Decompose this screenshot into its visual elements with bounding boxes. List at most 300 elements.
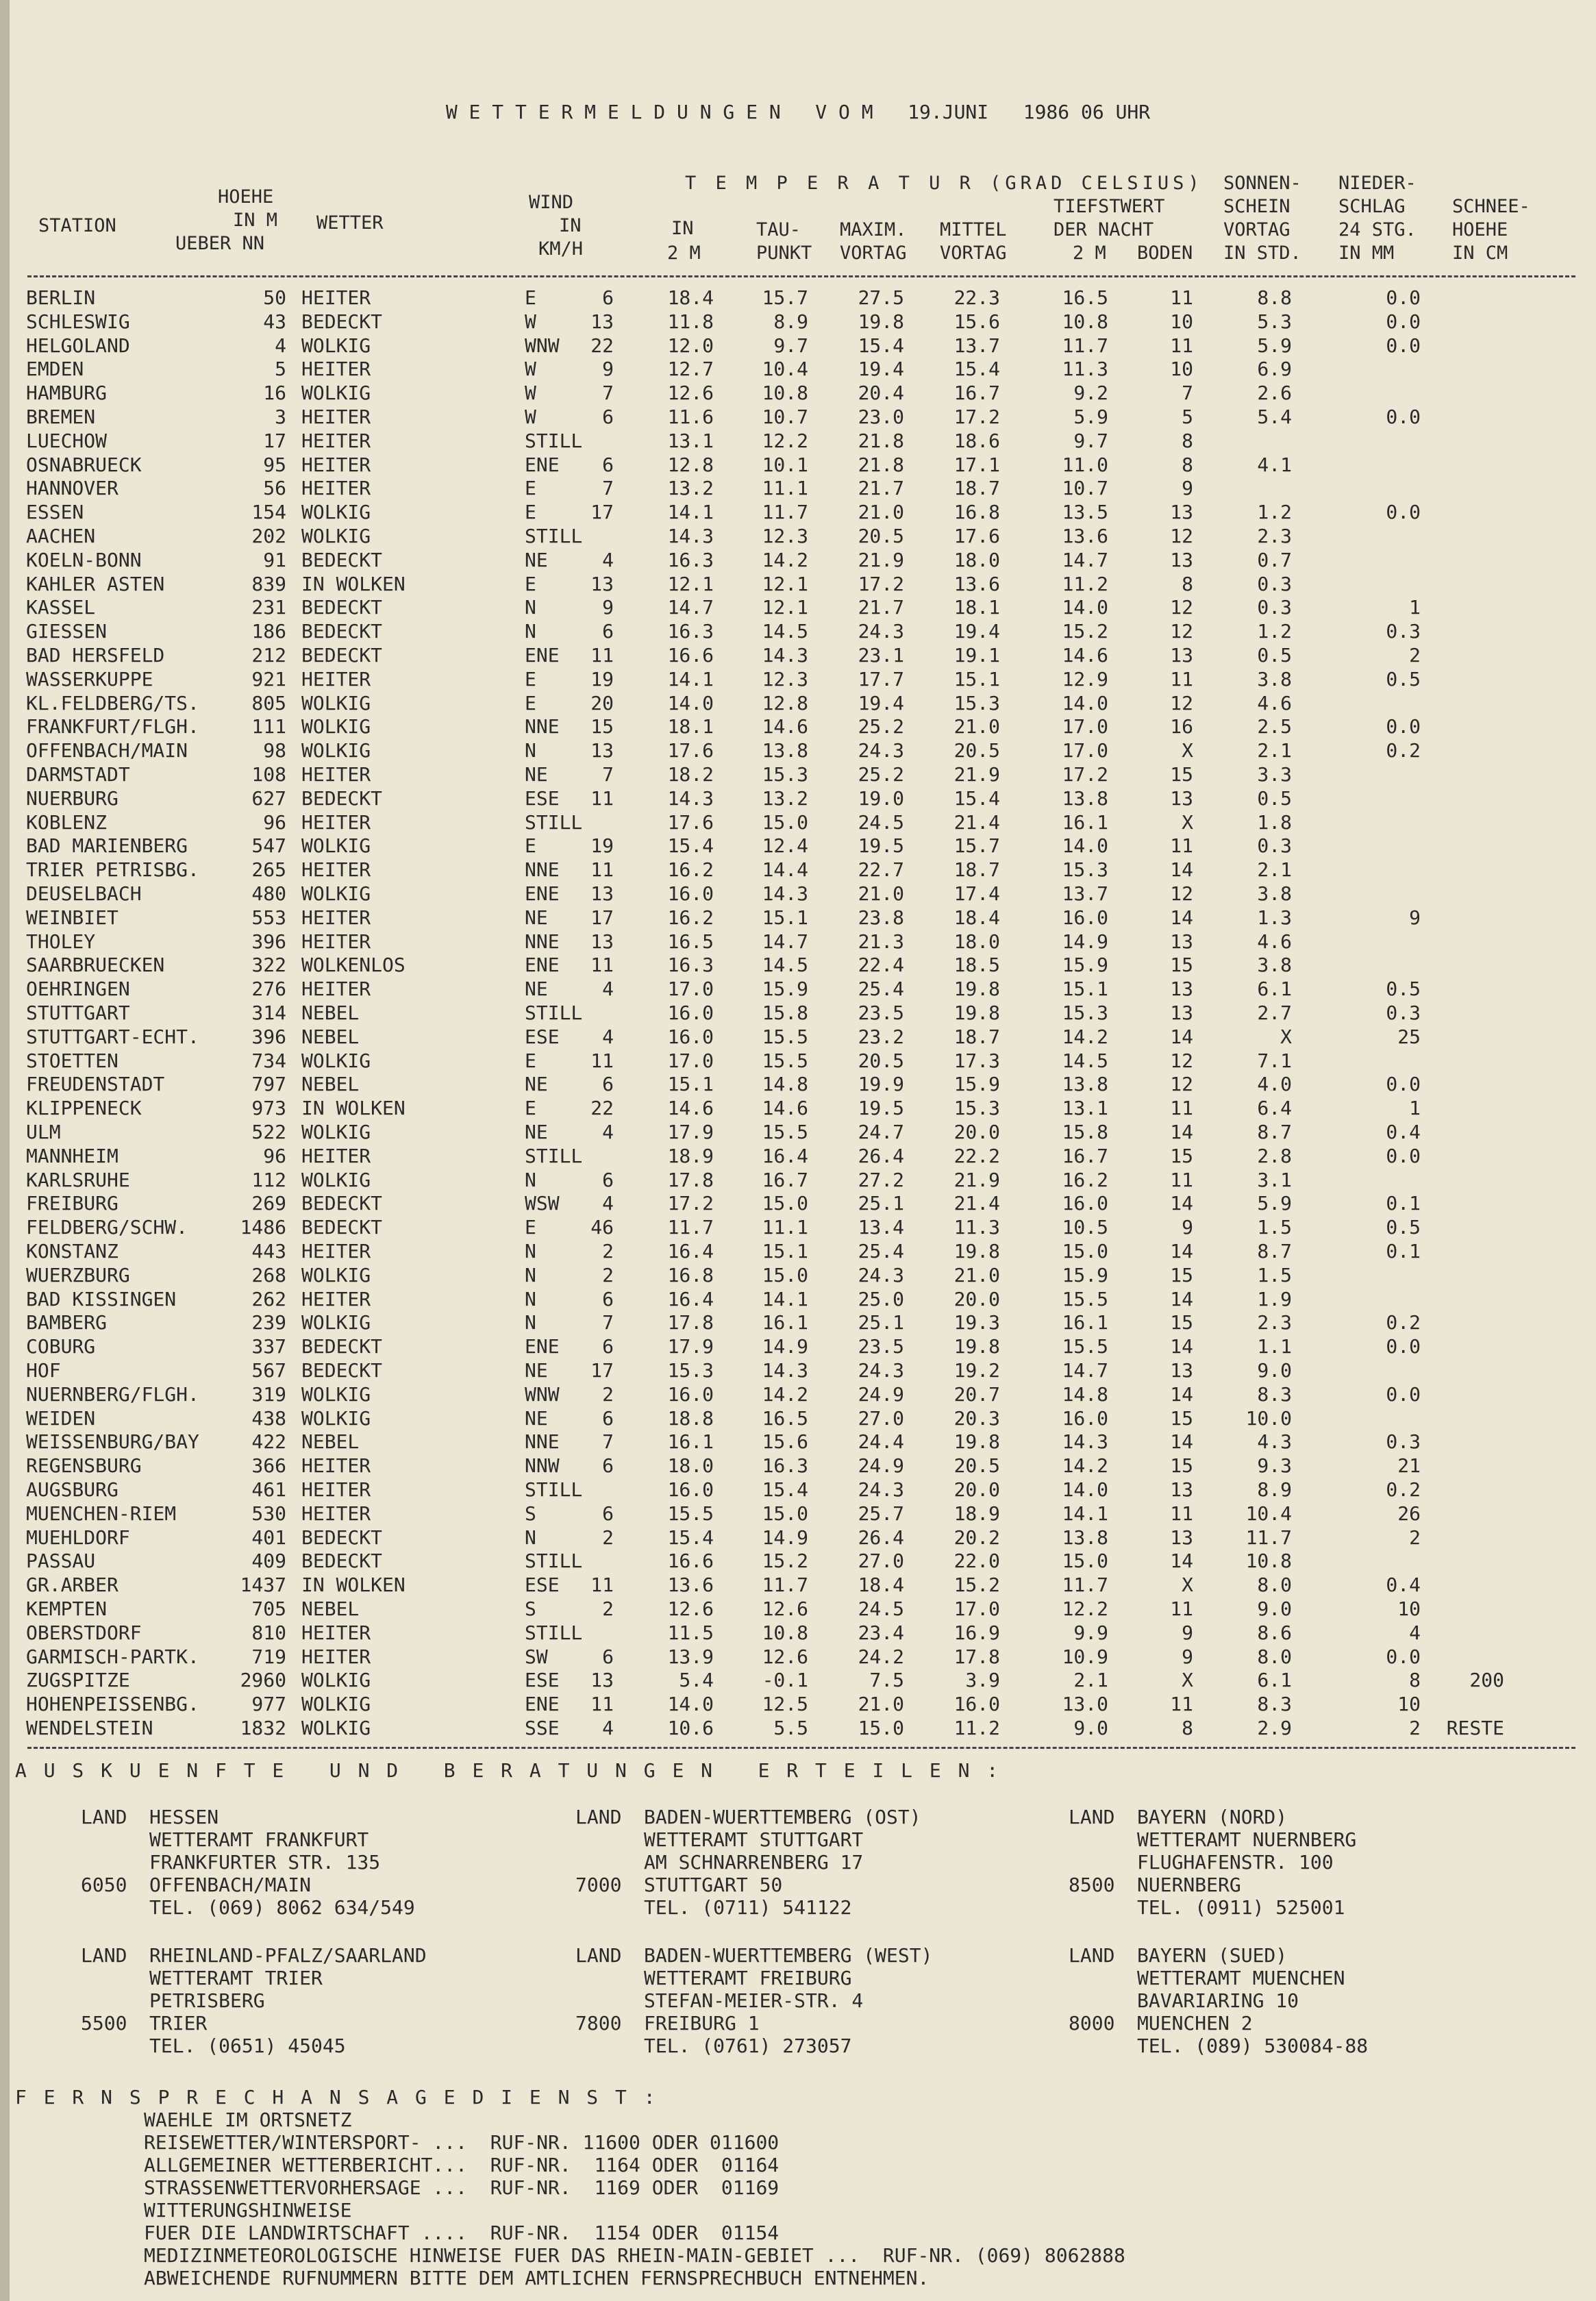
min-temp-2m: 15.9 — [1062, 1263, 1108, 1286]
wind-direction: NE — [525, 1359, 548, 1382]
mean-temp: 18.1 — [953, 596, 1000, 619]
sunshine-hours: 0.5 — [1257, 644, 1292, 667]
max-temp: 19.4 — [858, 691, 904, 714]
wind-direction: E — [525, 501, 536, 524]
dew-point: 15.9 — [762, 978, 808, 1001]
precipitation: 1 — [1409, 596, 1421, 619]
min-temp-2m: 13.8 — [1062, 786, 1108, 810]
sunshine-hours: 8.3 — [1257, 1382, 1292, 1406]
wind-direction: NNE — [525, 858, 560, 882]
station-height: 443 — [251, 1240, 286, 1263]
weather: HEITER — [301, 358, 371, 381]
sunshine-hours: 2.8 — [1257, 1144, 1292, 1167]
weather: HEITER — [301, 286, 371, 309]
station-name: WEINBIET — [26, 906, 119, 929]
header-in2m-1: IN — [671, 218, 694, 239]
temp-2m: 17.2 — [667, 1192, 714, 1215]
station-name: FREIBURG — [26, 1192, 119, 1215]
min-temp-ground: 14 — [1170, 1287, 1193, 1310]
wind-speed: 11 — [590, 1574, 614, 1597]
station-name: HELGOLAND — [26, 334, 130, 357]
min-temp-ground: 7 — [1182, 382, 1193, 405]
header-mittel-2: VORTAG — [940, 242, 1007, 264]
max-temp: 25.7 — [858, 1502, 904, 1525]
wind-speed: 6 — [602, 1073, 614, 1096]
mean-temp: 17.1 — [953, 453, 1000, 476]
sunshine-hours: 6.1 — [1257, 978, 1292, 1001]
sunshine-hours: 6.9 — [1257, 358, 1292, 381]
min-temp-ground: 13 — [1170, 1478, 1193, 1501]
min-temp-ground: 15 — [1170, 1263, 1193, 1286]
office-plz: 8000 — [1069, 2012, 1115, 2035]
weather: WOLKIG — [301, 739, 371, 762]
wind-direction: NNE — [525, 715, 560, 738]
table-row — [0, 1049, 1596, 1075]
min-temp-2m: 14.2 — [1062, 1454, 1108, 1478]
table-row — [0, 384, 1596, 407]
wind-speed: 6 — [602, 286, 614, 309]
temp-2m: 17.8 — [667, 1168, 714, 1191]
temp-2m: 17.6 — [667, 810, 714, 834]
min-temp-2m: 17.0 — [1062, 715, 1108, 738]
office-amt: WETTERAMT NUERNBERG — [1137, 1828, 1357, 1851]
station-height: 553 — [251, 906, 286, 929]
station-height: 108 — [251, 763, 286, 786]
min-temp-ground: 12 — [1170, 1049, 1193, 1072]
station-name: FELDBERG/SCHW. — [26, 1216, 188, 1239]
station-height: 366 — [251, 1454, 286, 1478]
max-temp: 21.0 — [858, 1693, 904, 1716]
weather: WOLKIG — [301, 691, 371, 714]
wind-direction: ESE — [525, 1025, 560, 1048]
min-temp-ground: 11 — [1170, 286, 1193, 309]
office-amt: WETTERAMT MUENCHEN — [1137, 1967, 1345, 1989]
wind-direction: E — [525, 691, 536, 714]
max-temp: 22.4 — [858, 954, 904, 977]
min-temp-ground: 16 — [1170, 715, 1193, 738]
min-temp-ground: 15 — [1170, 1311, 1193, 1334]
temp-2m: 15.5 — [667, 1502, 714, 1525]
min-temp-2m: 16.2 — [1062, 1168, 1108, 1191]
min-temp-ground: 13 — [1170, 1526, 1193, 1549]
min-temp-ground: 14 — [1170, 1192, 1193, 1215]
mean-temp: 18.0 — [953, 930, 1000, 953]
wind-direction: NE — [525, 1406, 548, 1430]
wind-direction: STILL — [525, 1478, 583, 1501]
max-temp: 25.1 — [858, 1311, 904, 1334]
table-row — [0, 786, 1596, 812]
min-temp-ground: X — [1182, 1669, 1193, 1692]
header-wind-1: WIND — [529, 192, 574, 213]
weather: WOLKIG — [301, 1693, 371, 1716]
mean-temp: 18.4 — [953, 906, 1000, 929]
snow-depth: RESTE — [1446, 1717, 1504, 1739]
sunshine-hours: 2.1 — [1257, 858, 1292, 882]
wind-direction: NE — [525, 763, 548, 786]
sunshine-hours: 0.3 — [1257, 834, 1292, 858]
wind-speed: 6 — [602, 1502, 614, 1525]
dew-point: 12.6 — [762, 1597, 808, 1620]
station-height: 522 — [251, 1121, 286, 1143]
office-plz: 7800 — [575, 2012, 622, 2035]
wind-speed: 13 — [590, 739, 614, 762]
max-temp: 21.0 — [858, 501, 904, 524]
max-temp: 7.5 — [869, 1669, 904, 1692]
sunshine-hours: 2.3 — [1257, 525, 1292, 547]
mean-temp: 16.9 — [953, 1621, 1000, 1644]
mean-temp: 21.4 — [953, 1192, 1000, 1215]
table-row — [0, 429, 1596, 455]
dew-point: 12.3 — [762, 525, 808, 547]
station-name: BAD MARIENBERG — [26, 834, 188, 858]
wind-speed: 6 — [602, 406, 614, 428]
weather: BEDECKT — [301, 310, 383, 333]
min-temp-2m: 15.0 — [1062, 1240, 1108, 1263]
wind-speed: 7 — [602, 1430, 614, 1454]
sunshine-hours: 2.5 — [1257, 715, 1292, 738]
min-temp-ground: 11 — [1170, 1693, 1193, 1716]
min-temp-2m: 16.1 — [1062, 810, 1108, 834]
mean-temp: 19.1 — [953, 644, 1000, 667]
mean-temp: 17.3 — [953, 1049, 1000, 1072]
min-temp-ground: 13 — [1170, 1002, 1193, 1024]
header-taupunkt-2: PUNKT — [756, 242, 812, 264]
table-row — [0, 1144, 1596, 1170]
sunshine-hours: 6.4 — [1257, 1097, 1292, 1120]
precipitation: 0.3 — [1386, 1430, 1421, 1454]
office-city: STUTTGART 50 — [644, 1874, 783, 1896]
min-temp-2m: 15.3 — [1062, 858, 1108, 882]
sunshine-hours: 5.4 — [1257, 406, 1292, 428]
station-name: DEUSELBACH — [26, 882, 142, 905]
sunshine-hours: 9.0 — [1257, 1359, 1292, 1382]
station-height: 705 — [251, 1597, 286, 1620]
station-name: DARMSTADT — [26, 763, 130, 786]
sunshine-hours: 2.6 — [1257, 382, 1292, 405]
temp-2m: 18.4 — [667, 286, 714, 309]
wind-speed: 6 — [602, 1406, 614, 1430]
wind-direction: ENE — [525, 453, 560, 476]
temp-2m: 15.4 — [667, 834, 714, 858]
max-temp: 24.3 — [858, 1359, 904, 1382]
dew-point: 15.5 — [762, 1121, 808, 1143]
precipitation: 1 — [1409, 1097, 1421, 1120]
table-row — [0, 836, 1596, 860]
precipitation: 0.1 — [1386, 1240, 1421, 1263]
station-height: 95 — [263, 453, 286, 476]
office-land-label: LAND — [81, 1944, 127, 1967]
max-temp: 21.8 — [858, 453, 904, 476]
table-row — [0, 1168, 1596, 1194]
min-temp-ground: 14 — [1170, 1335, 1193, 1358]
max-temp: 21.7 — [858, 477, 904, 500]
wind-speed: 6 — [602, 1335, 614, 1358]
station-height: 1486 — [240, 1216, 286, 1239]
weather: WOLKIG — [301, 1168, 371, 1191]
fernsprech-line: MEDIZINMETEOROLOGISCHE HINWEISE FUER DAS RHEIN-MAIN-GEBIET ... RUF-NR. (069) 8062888 — [144, 2244, 1125, 2267]
min-temp-2m: 16.7 — [1062, 1144, 1108, 1167]
mean-temp: 15.7 — [953, 834, 1000, 858]
sunshine-hours: 11.7 — [1245, 1526, 1292, 1549]
precipitation: 2 — [1409, 644, 1421, 667]
office-amt: WETTERAMT STUTTGART — [644, 1828, 864, 1851]
station-height: 202 — [251, 525, 286, 547]
station-name: KEMPTEN — [26, 1597, 108, 1620]
mean-temp: 20.7 — [953, 1382, 1000, 1406]
station-height: 461 — [251, 1478, 286, 1501]
min-temp-2m: 12.9 — [1062, 667, 1108, 691]
station-name: KASSEL — [26, 596, 96, 619]
table-row — [0, 691, 1596, 717]
dew-point: 12.3 — [762, 667, 808, 691]
max-temp: 24.3 — [858, 1478, 904, 1501]
wind-direction: NE — [525, 1073, 548, 1096]
temp-2m: 14.0 — [667, 691, 714, 714]
station-height: 314 — [251, 1002, 286, 1024]
wind-speed: 7 — [602, 477, 614, 500]
mean-temp: 15.4 — [953, 786, 1000, 810]
station-height: 977 — [251, 1693, 286, 1716]
max-temp: 24.3 — [858, 739, 904, 762]
wind-direction: WNW — [525, 1382, 560, 1406]
mean-temp: 19.4 — [953, 620, 1000, 643]
wind-direction: N — [525, 1240, 536, 1263]
office-plz: 6050 — [81, 1874, 127, 1896]
sunshine-hours: 8.8 — [1257, 286, 1292, 309]
precipitation: 2 — [1409, 1717, 1421, 1739]
temp-2m: 13.9 — [667, 1645, 714, 1668]
sunshine-hours: 8.7 — [1257, 1121, 1292, 1143]
dew-point: 14.2 — [762, 1382, 808, 1406]
dew-point: 15.5 — [762, 1049, 808, 1072]
station-height: 154 — [251, 501, 286, 524]
min-temp-ground: 11 — [1170, 1597, 1193, 1620]
temp-2m: 17.0 — [667, 1049, 714, 1072]
wind-direction: ENE — [525, 1335, 560, 1358]
max-temp: 23.5 — [858, 1002, 904, 1024]
wind-speed: 9 — [602, 358, 614, 381]
office-tel: TEL. (0911) 525001 — [1137, 1896, 1345, 1919]
wind-speed: 15 — [590, 715, 614, 738]
station-height: 805 — [251, 691, 286, 714]
wind-direction: SW — [525, 1645, 548, 1668]
wind-speed: 2 — [602, 1240, 614, 1263]
dew-point: 15.0 — [762, 1192, 808, 1215]
mean-temp: 21.4 — [953, 810, 1000, 834]
min-temp-2m: 5.9 — [1073, 406, 1108, 428]
station-name: EMDEN — [26, 358, 84, 381]
weather: IN WOLKEN — [301, 1574, 406, 1597]
mean-temp: 21.0 — [953, 1263, 1000, 1286]
max-temp: 24.7 — [858, 1121, 904, 1143]
temp-2m: 18.0 — [667, 1454, 714, 1478]
mean-temp: 18.9 — [953, 1502, 1000, 1525]
max-temp: 27.0 — [858, 1406, 904, 1430]
table-row — [0, 1099, 1596, 1122]
office-region: RHEINLAND-PFALZ/SAARLAND — [149, 1944, 427, 1967]
dew-point: 12.8 — [762, 691, 808, 714]
precipitation: 0.0 — [1386, 1645, 1421, 1668]
table-row — [0, 1263, 1596, 1289]
dew-point: 12.6 — [762, 1645, 808, 1668]
weather: HEITER — [301, 858, 371, 882]
wind-direction: STILL — [525, 1002, 583, 1024]
station-height: 839 — [251, 572, 286, 595]
table-row — [0, 932, 1596, 956]
precipitation: 0.5 — [1386, 978, 1421, 1001]
min-temp-ground: 15 — [1170, 1144, 1193, 1167]
wind-speed: 46 — [590, 1216, 614, 1239]
header-maxim-1: MAXIM. — [840, 219, 907, 240]
wind-direction: N — [525, 1287, 536, 1310]
min-temp-ground: 14 — [1170, 1430, 1193, 1454]
wind-direction: SSE — [525, 1717, 560, 1739]
weather: HEITER — [301, 1502, 371, 1525]
temp-2m: 14.1 — [667, 501, 714, 524]
wind-direction: NNE — [525, 930, 560, 953]
office-city: OFFENBACH/MAIN — [149, 1874, 312, 1896]
office-region: BAYERN (SUED) — [1137, 1944, 1288, 1967]
min-temp-2m: 2.1 — [1073, 1669, 1108, 1692]
min-temp-ground: 14 — [1170, 1550, 1193, 1573]
weather: WOLKIG — [301, 715, 371, 738]
dew-point: -0.1 — [762, 1669, 808, 1692]
weather: WOLKENLOS — [301, 954, 406, 977]
weather: BEDECKT — [301, 644, 383, 667]
max-temp: 20.4 — [858, 382, 904, 405]
station-height: 96 — [263, 810, 286, 834]
min-temp-ground: 11 — [1170, 1097, 1193, 1120]
dew-point: 14.9 — [762, 1335, 808, 1358]
dew-point: 10.4 — [762, 358, 808, 381]
station-name: WUERZBURG — [26, 1263, 130, 1286]
dew-point: 16.1 — [762, 1311, 808, 1334]
dew-point: 14.3 — [762, 644, 808, 667]
weather: WOLKIG — [301, 1406, 371, 1430]
min-temp-2m: 11.7 — [1062, 334, 1108, 357]
office-land-label: LAND — [81, 1806, 127, 1828]
dew-point: 16.3 — [762, 1454, 808, 1478]
min-temp-2m: 14.7 — [1062, 548, 1108, 571]
mean-temp: 3.9 — [965, 1669, 1000, 1692]
mean-temp: 21.0 — [953, 715, 1000, 738]
station-name: STUTTGART — [26, 1002, 130, 1024]
sunshine-hours: 8.6 — [1257, 1621, 1292, 1644]
station-name: BREMEN — [26, 406, 96, 428]
station-name: OBERSTDORF — [26, 1621, 142, 1644]
header-wind-2: IN — [559, 215, 582, 236]
station-height: 265 — [251, 858, 286, 882]
station-name: BAD HERSFELD — [26, 644, 165, 667]
mean-temp: 18.6 — [953, 429, 1000, 452]
sunshine-hours: 4.3 — [1257, 1430, 1292, 1454]
max-temp: 23.2 — [858, 1025, 904, 1048]
office-region: BAYERN (NORD) — [1137, 1806, 1288, 1828]
weather: WOLKIG — [301, 1121, 371, 1143]
wind-direction: E — [525, 834, 536, 858]
dew-point: 10.7 — [762, 406, 808, 428]
wind-speed: 4 — [602, 548, 614, 571]
header-mittel-1: MITTEL — [940, 219, 1007, 240]
dew-point: 15.4 — [762, 1478, 808, 1501]
footer-divider — [27, 1747, 1575, 1749]
weather: BEDECKT — [301, 1550, 383, 1573]
wind-speed: 2 — [602, 1526, 614, 1549]
station-height: 231 — [251, 596, 286, 619]
max-temp: 19.8 — [858, 310, 904, 333]
station-name: BAD KISSINGEN — [26, 1287, 177, 1310]
max-temp: 23.5 — [858, 1335, 904, 1358]
min-temp-ground: 9 — [1182, 1621, 1193, 1644]
wind-direction: ESE — [525, 1574, 560, 1597]
table-row — [0, 980, 1596, 1003]
temp-2m: 17.0 — [667, 978, 714, 1001]
dew-point: 10.8 — [762, 382, 808, 405]
temp-2m: 16.4 — [667, 1287, 714, 1310]
sunshine-hours: 1.9 — [1257, 1287, 1292, 1310]
sunshine-hours: 4.6 — [1257, 691, 1292, 714]
weather: WOLKIG — [301, 382, 371, 405]
mean-temp: 11.2 — [953, 1717, 1000, 1739]
min-temp-ground: 8 — [1182, 429, 1193, 452]
mean-temp: 21.9 — [953, 1168, 1000, 1191]
wind-direction: STILL — [525, 1621, 583, 1644]
dew-point: 12.4 — [762, 834, 808, 858]
wind-direction: W — [525, 382, 536, 405]
dew-point: 12.1 — [762, 572, 808, 595]
max-temp: 23.0 — [858, 406, 904, 428]
min-temp-2m: 9.7 — [1073, 429, 1108, 452]
table-row — [0, 1242, 1596, 1265]
mean-temp: 15.4 — [953, 358, 1000, 381]
station-name: OSNABRUECK — [26, 453, 142, 476]
wind-speed: 13 — [590, 930, 614, 953]
mean-temp: 15.2 — [953, 1574, 1000, 1597]
min-temp-2m: 16.5 — [1062, 286, 1108, 309]
weather: BEDECKT — [301, 1192, 383, 1215]
header-sonnen-4: IN STD. — [1223, 242, 1301, 264]
station-height: 16 — [263, 382, 286, 405]
sunshine-hours: 10.8 — [1245, 1550, 1292, 1573]
fernsprech-line: STRASSENWETTERVORHERSAGE ... RUF-NR. 1169 ODER 01169 — [144, 2176, 780, 2199]
table-row — [0, 1621, 1596, 1647]
weather: HEITER — [301, 906, 371, 929]
station-height: 438 — [251, 1406, 286, 1430]
min-temp-ground: 13 — [1170, 786, 1193, 810]
min-temp-ground: 13 — [1170, 978, 1193, 1001]
wind-direction: NE — [525, 978, 548, 1001]
min-temp-2m: 10.8 — [1062, 310, 1108, 333]
header-tiefstwert-1: TIEFSTWERT — [1053, 196, 1165, 217]
office-tel: TEL. (089) 530084-88 — [1137, 2035, 1369, 2057]
dew-point: 14.2 — [762, 548, 808, 571]
min-temp-ground: 8 — [1182, 453, 1193, 476]
weather: BEDECKT — [301, 596, 383, 619]
wind-speed: 2 — [602, 1382, 614, 1406]
max-temp: 25.0 — [858, 1287, 904, 1310]
sunshine-hours: 8.3 — [1257, 1693, 1292, 1716]
station-height: 50 — [263, 286, 286, 309]
min-temp-ground: 13 — [1170, 644, 1193, 667]
weather: WOLKIG — [301, 1049, 371, 1072]
temp-2m: 18.8 — [667, 1406, 714, 1430]
min-temp-ground: 10 — [1170, 358, 1193, 381]
station-height: 186 — [251, 620, 286, 643]
temp-2m: 15.3 — [667, 1359, 714, 1382]
wind-direction: E — [525, 477, 536, 500]
office-land-label: LAND — [1069, 1944, 1115, 1967]
station-height: 567 — [251, 1359, 286, 1382]
